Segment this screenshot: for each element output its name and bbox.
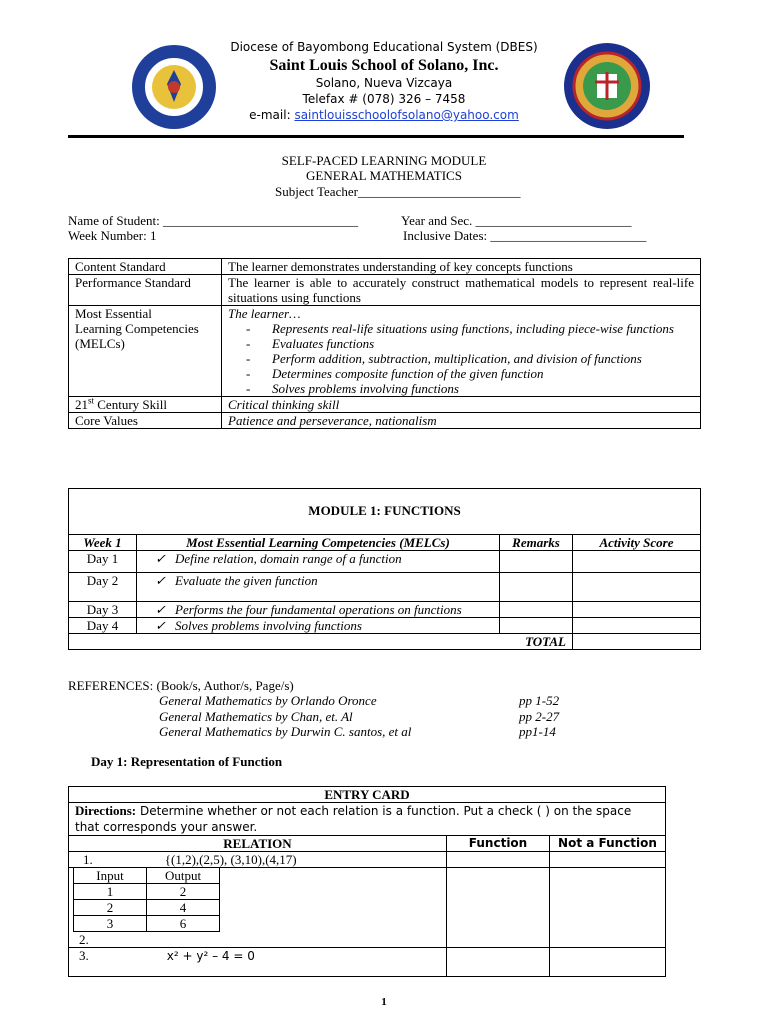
module-title-box <box>68 488 701 535</box>
relation-cell <box>69 868 447 948</box>
references-label: REFERENCES: (Book/s, Author/s, Page/s) <box>68 678 294 693</box>
performance-standard-value: The learner is able to accurately construct mathematical models to represent real-life situations using functions <box>222 275 701 306</box>
header-rule <box>68 135 684 138</box>
not-function-answer-cell[interactable] <box>550 948 666 977</box>
check-icon: ✓ <box>155 551 166 566</box>
module-table <box>68 534 701 650</box>
col-remarks: Remarks <box>500 535 573 551</box>
email-line <box>0 108 768 122</box>
directions-label: Directions: <box>75 803 137 818</box>
remarks-cell[interactable] <box>500 618 573 634</box>
col-function: Function <box>447 836 550 852</box>
remarks-cell[interactable] <box>500 602 573 618</box>
table-row <box>69 551 701 573</box>
table-row <box>69 602 701 618</box>
reference-pages: pp 1-52 <box>519 693 560 708</box>
entry-card-title: ENTRY CARD <box>69 787 666 803</box>
item-number: 1. <box>83 852 93 867</box>
list-item: - Perform addition, subtraction, multiplication, and division of functions <box>272 351 694 366</box>
module-title: SELF-PACED LEARNING MODULE <box>281 153 487 168</box>
table-row <box>69 275 701 306</box>
table-header-row <box>69 535 701 551</box>
week-number: Week Number: 1 <box>68 228 157 243</box>
melc-text: Solves problems involving functions <box>175 618 362 633</box>
output-cell: 4 <box>147 900 220 916</box>
list-item: - Evaluates functions <box>272 336 694 351</box>
relation-expression: x² + y² – 4 = 0 <box>166 949 255 963</box>
day1-heading: Day 1: Representation of Function <box>91 754 283 769</box>
melcs-label: Most Essential Learning Competencies (MELCs) <box>69 306 222 397</box>
relation-cell <box>69 948 447 977</box>
content-standard-value: The learner demonstrates understanding of key concepts functions <box>222 259 701 275</box>
melc-cell <box>137 551 500 573</box>
remarks-cell[interactable] <box>500 573 573 602</box>
score-cell[interactable] <box>573 602 701 618</box>
day-cell: Day 3 <box>69 602 137 618</box>
table-row <box>69 397 701 413</box>
check-icon: ✓ <box>155 602 166 617</box>
list-item: - Determines composite function of the given function <box>272 366 694 381</box>
item-number: 2. <box>79 932 89 947</box>
century-skill-text: Century Skill <box>94 397 167 412</box>
school-name: Saint Louis School of Solano, Inc. <box>269 57 499 74</box>
table-row <box>74 868 220 884</box>
century-skill-number: 21 <box>75 397 88 412</box>
col-input: Input <box>74 868 147 884</box>
list-item: - Solves problems involving functions <box>272 381 694 396</box>
check-icon: ✓ <box>155 573 166 588</box>
melc-text: Performs the four fundamental operations on functions <box>175 602 462 617</box>
century-skill-value: Critical thinking skill <box>222 397 701 413</box>
standards-table <box>68 258 701 429</box>
table-row <box>74 916 220 932</box>
remarks-cell[interactable] <box>500 551 573 573</box>
day-cell: Day 4 <box>69 618 137 634</box>
reference-book: General Mathematics by Durwin C. santos, et al <box>159 724 412 739</box>
school-address: Solano, Nueva Vizcaya <box>315 76 453 90</box>
table-header-row <box>69 836 666 852</box>
performance-standard-label: Performance Standard <box>69 275 222 306</box>
melcs-cell <box>222 306 701 397</box>
melcs-list <box>228 321 694 396</box>
table-row <box>69 306 701 397</box>
century-skill-sup: st <box>88 395 95 406</box>
table-row <box>69 787 666 803</box>
col-melcs: Most Essential Learning Competencies (MELCs) <box>137 535 500 551</box>
score-cell[interactable] <box>573 618 701 634</box>
content-standard-label: Content Standard <box>69 259 222 275</box>
total-label: TOTAL <box>69 634 573 650</box>
melc-text: Evaluate the given function <box>175 573 318 588</box>
function-answer-cell[interactable] <box>447 852 550 868</box>
col-activity-score: Activity Score <box>573 535 701 551</box>
entry-card-table <box>68 786 666 977</box>
total-score-cell[interactable] <box>573 634 701 650</box>
score-cell[interactable] <box>573 573 701 602</box>
table-row <box>69 868 666 948</box>
table-row <box>74 900 220 916</box>
col-week: Week 1 <box>69 535 137 551</box>
col-not-function: Not a Function <box>550 836 666 852</box>
reference-pages: pp 2-27 <box>519 709 560 724</box>
relation-cell <box>69 852 447 868</box>
module-1-title: MODULE 1: FUNCTIONS <box>308 503 461 518</box>
output-cell: 2 <box>147 884 220 900</box>
reference-book: General Mathematics by Chan, et. Al <box>159 709 353 724</box>
day-cell: Day 2 <box>69 573 137 602</box>
day-cell: Day 1 <box>69 551 137 573</box>
col-relation: RELATION <box>69 836 447 852</box>
list-item: - Represents real-life situations using functions, including piece-wise functions <box>272 321 694 336</box>
function-answer-cell[interactable] <box>447 948 550 977</box>
input-cell: 3 <box>74 916 147 932</box>
subject-teacher-field: Subject Teacher_________________________ <box>275 184 521 199</box>
table-row <box>69 259 701 275</box>
name-of-student-field: Name of Student: ______________________________ <box>68 213 358 228</box>
email-label: e-mail: <box>249 108 291 122</box>
table-row <box>69 803 666 836</box>
output-cell: 6 <box>147 916 220 932</box>
table-row <box>69 413 701 429</box>
diocese-line: Diocese of Bayombong Educational System (DBES) <box>230 40 538 54</box>
input-output-table <box>73 868 220 932</box>
total-row <box>69 634 701 650</box>
item-number: 3. <box>79 948 89 963</box>
input-cell: 2 <box>74 900 147 916</box>
score-cell[interactable] <box>573 551 701 573</box>
directions-cell <box>69 803 666 836</box>
core-values-value: Patience and perseverance, nationalism <box>222 413 701 429</box>
reference-book: General Mathematics by Orlando Oronce <box>159 693 377 708</box>
inclusive-dates-field: Inclusive Dates: ________________________ <box>403 228 647 243</box>
table-row <box>69 618 701 634</box>
subject-title: GENERAL MATHEMATICS <box>306 168 462 183</box>
table-row <box>74 884 220 900</box>
page-number: 1 <box>381 996 387 1008</box>
melc-cell <box>137 602 500 618</box>
not-function-answer-cell[interactable] <box>550 852 666 868</box>
not-function-answer-cell[interactable] <box>550 868 666 948</box>
telefax-line: Telefax # (078) 326 – 7458 <box>302 92 466 106</box>
relation-expression: {(1,2),(2,5), (3,10),(4,17) <box>164 852 297 867</box>
input-cell: 1 <box>74 884 147 900</box>
directions-text: Determine whether or not each relation is a function. Put a check ( ) on the space that corresponds your answer. <box>75 804 632 834</box>
function-answer-cell[interactable] <box>447 868 550 948</box>
melc-text: Define relation, domain range of a function <box>175 551 402 566</box>
year-and-sec-field: Year and Sec. ________________________ <box>401 213 632 228</box>
melc-cell <box>137 573 500 602</box>
email-link[interactable]: saintlouisschoolofsolano@yahoo.com <box>294 108 519 122</box>
core-values-label: Core Values <box>69 413 222 429</box>
table-row <box>69 948 666 977</box>
col-output: Output <box>147 868 220 884</box>
reference-pages: pp1-14 <box>519 724 556 739</box>
table-row <box>69 852 666 868</box>
century-skill-label <box>69 397 222 413</box>
check-icon: ✓ <box>155 618 166 633</box>
table-row <box>69 573 701 602</box>
melc-cell <box>137 618 500 634</box>
melcs-intro: The learner… <box>228 306 301 321</box>
